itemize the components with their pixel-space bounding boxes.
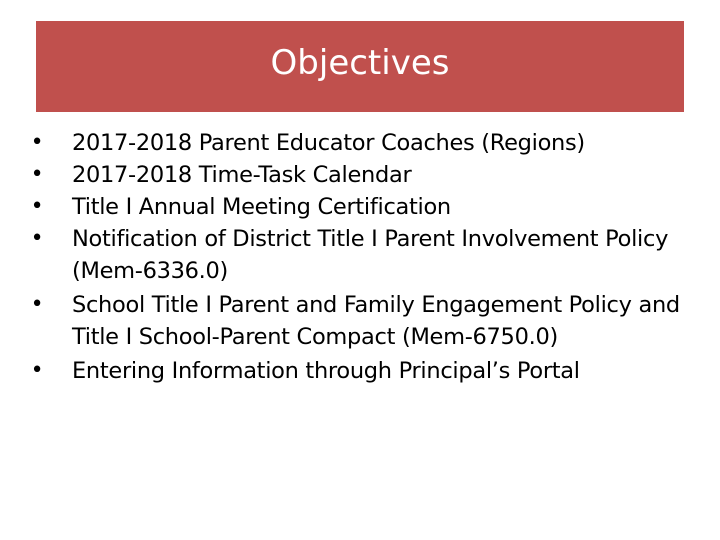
bullet-item (30, 355, 680, 387)
slide-title: Objectives (270, 42, 450, 83)
bullet-list (30, 127, 680, 387)
title-bar (36, 21, 684, 112)
bullet-text: Entering Information through Principal’s Portal (72, 358, 580, 384)
bullet-item (30, 191, 680, 223)
bullet-text: 2017-2018 Parent Educator Coaches (Regions) (72, 130, 585, 156)
bullet-text: 2017-2018 Time-Task Calendar (72, 162, 412, 188)
bullet-item (30, 223, 680, 287)
bullet-dot-icon: • (30, 162, 44, 187)
bullet-text: School Title I Parent and Family Engagement Policy and Title I School-Parent Compact (Mem-6750.0) (72, 292, 680, 350)
bullet-text: Title I Annual Meeting Certification (72, 194, 451, 220)
bullet-dot-icon: • (30, 194, 44, 219)
bullet-dot-icon: • (30, 226, 44, 251)
bullet-dot-icon: • (30, 358, 44, 383)
bullet-item (30, 289, 680, 353)
bullet-dot-icon: • (30, 130, 44, 155)
bullet-dot-icon: • (30, 292, 44, 317)
bullet-item (30, 159, 680, 191)
bullet-item (30, 127, 680, 159)
bullet-text: Notification of District Title I Parent Involvement Policy (Mem-6336.0) (72, 226, 669, 284)
